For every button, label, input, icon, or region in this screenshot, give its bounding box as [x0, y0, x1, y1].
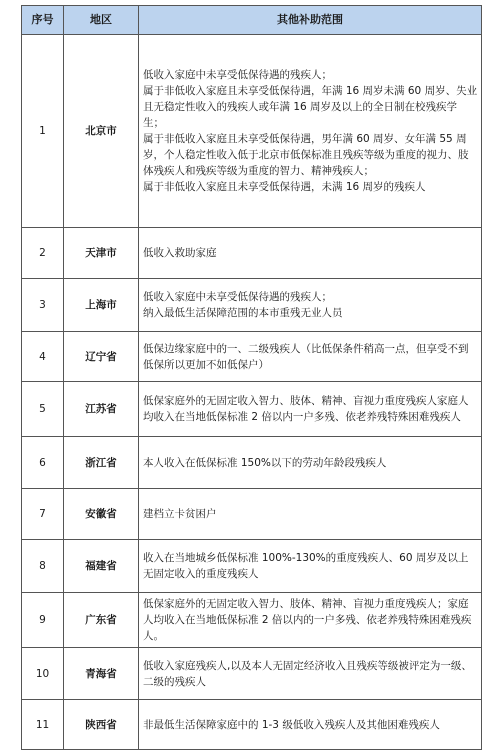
- table-row: [22, 437, 482, 489]
- row-region: 辽宁省: [64, 332, 139, 382]
- row-region: 江苏省: [64, 382, 139, 437]
- row-region: 广东省: [64, 593, 139, 648]
- row-scope: 非最低生活保障家庭中的 1-3 级低收入残疾人及其他困难残疾人: [139, 700, 482, 750]
- row-no: 4: [22, 332, 64, 382]
- row-region: 北京市: [64, 35, 139, 228]
- header-no: 序号: [22, 6, 64, 35]
- row-region: 福建省: [64, 540, 139, 593]
- table-row: [22, 540, 482, 593]
- row-no: 5: [22, 382, 64, 437]
- row-scope: 本人收入在低保标准 150%以下的劳动年龄段残疾人: [139, 437, 482, 489]
- row-scope: 低保家庭外的无固定收入智力、肢体、精神、盲视力重度残疾人家庭人均收入在当地低保标准 2 倍以内一户多残、依老养残特殊困难残疾人: [139, 382, 482, 437]
- row-region: 陕西省: [64, 700, 139, 750]
- row-region: 天津市: [64, 228, 139, 279]
- header-region: 地区: [64, 6, 139, 35]
- table-header-row: [22, 6, 482, 35]
- table-row: [22, 700, 482, 750]
- row-no: 8: [22, 540, 64, 593]
- row-scope: 低保边缘家庭中的一、二级残疾人（比低保条件稍高一点，但享受不到低保所以更加不如低保户）: [139, 332, 482, 382]
- row-no: 3: [22, 279, 64, 332]
- row-scope: 收入在当地城乡低保标准 100%-130%的重度残疾人、60 周岁及以上无固定收入的重度残疾人: [139, 540, 482, 593]
- table-row: [22, 382, 482, 437]
- header-scope: 其他补助范围: [139, 6, 482, 35]
- row-scope: 低收入救助家庭: [139, 228, 482, 279]
- table-row: [22, 35, 482, 228]
- subsidy-scope-table: [21, 5, 482, 750]
- row-region: 浙江省: [64, 437, 139, 489]
- table-row: [22, 332, 482, 382]
- row-region: 安徽省: [64, 489, 139, 540]
- row-scope: 低收入家庭中未享受低保待遇的残疾人； 属于非低收入家庭且未享受低保待遇，年满 16 周岁未满 60 周岁、失业且无稳定性收入的残疾人或年满 16 周岁及以上的全日制在校残疾学生； 属于非低收入家庭且未享受低保待遇，男年满 60 周岁、女年满 55 周岁，个人稳定性收入低于北京市低保标准且残疾等级为重度的视力、肢体残疾人和残疾等级为重度的智力、精神残疾人； 属于非低收入家庭且未享受低保待遇，未满 16 周岁的残疾人: [139, 35, 482, 228]
- table-row: [22, 228, 482, 279]
- row-no: 10: [22, 648, 64, 700]
- row-no: 1: [22, 35, 64, 228]
- row-no: 7: [22, 489, 64, 540]
- row-scope: 低收入家庭残疾人,以及本人无固定经济收入且残疾等级被评定为一级、二级的残疾人: [139, 648, 482, 700]
- table-row: [22, 648, 482, 700]
- row-no: 6: [22, 437, 64, 489]
- row-scope: 低收入家庭中未享受低保待遇的残疾人； 纳入最低生活保障范围的本市重残无业人员: [139, 279, 482, 332]
- table-row: [22, 279, 482, 332]
- table-row: [22, 489, 482, 540]
- row-no: 9: [22, 593, 64, 648]
- row-scope: 低保家庭外的无固定收入智力、肢体、精神、盲视力重度残疾人；家庭人均收入在当地低保标准 2 倍以内的一户多残、依老养残特殊困难残疾人。: [139, 593, 482, 648]
- row-region: 青海省: [64, 648, 139, 700]
- row-scope: 建档立卡贫困户: [139, 489, 482, 540]
- row-no: 2: [22, 228, 64, 279]
- table-row: [22, 593, 482, 648]
- row-no: 11: [22, 700, 64, 750]
- row-region: 上海市: [64, 279, 139, 332]
